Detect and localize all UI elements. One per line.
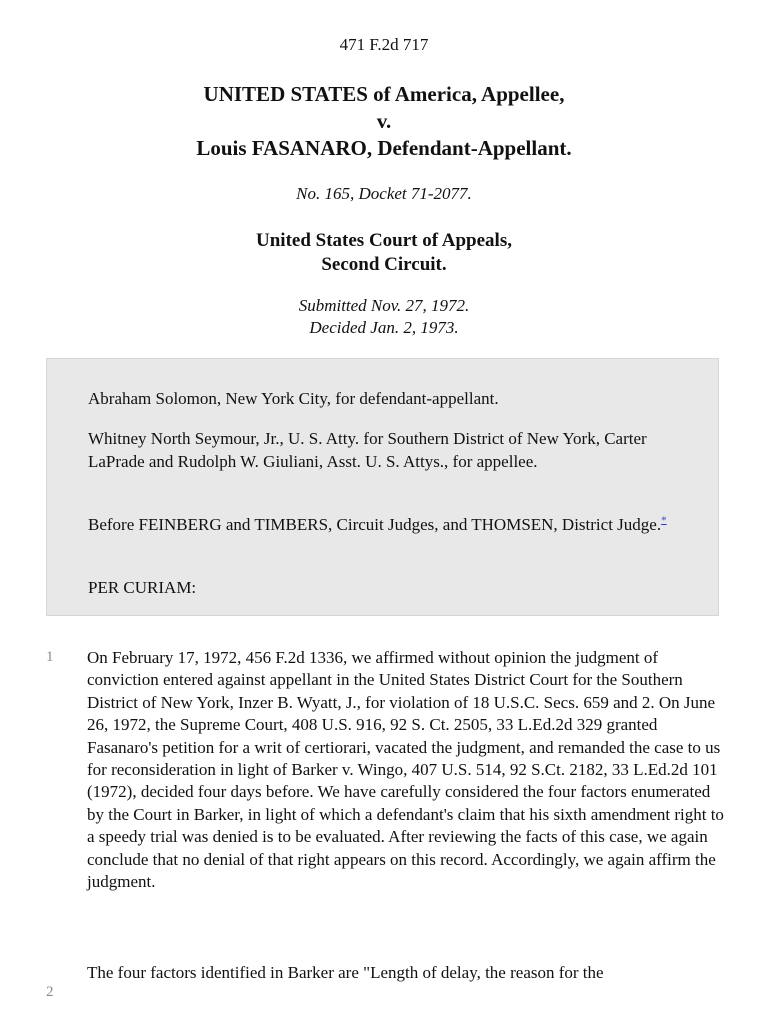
court-name-line2: Second Circuit. (321, 254, 447, 275)
paragraph-number: 2 (46, 984, 54, 1000)
counsel-panel (46, 358, 719, 616)
per-curiam-label: PER CURIAM: (88, 578, 197, 597)
submitted-date: Submitted Nov. 27, 1972. (298, 296, 470, 315)
judges-panel-text: Before FEINBERG and TIMBERS, Circuit Judges, and THOMSEN, District Judge. (88, 515, 662, 534)
case-caption (0, 81, 768, 162)
case-citation: 471 F.2d 717 (339, 35, 429, 54)
court-name-line1: United States Court of Appeals, (256, 230, 512, 251)
appellant-counsel: Abraham Solomon, New York City, for defendant-appellant. (88, 389, 499, 408)
judges-panel (88, 514, 668, 537)
opinion-paragraph: The four factors identified in Barker are "Length of delay, the reason for the (87, 963, 604, 982)
paragraph-number: 1 (46, 649, 54, 665)
court-name (0, 229, 768, 277)
caption-versus: v. (376, 109, 392, 133)
case-dates (0, 295, 768, 339)
footnote-link[interactable]: * (661, 514, 667, 527)
appellee-counsel: Whitney North Seymour, Jr., U. S. Atty. for Southern District of New York, Carter LaPrade and Rudolph W. Giuliani, Asst. U. S. Attys., for appellee. (88, 429, 647, 471)
opinion-paragraph: On February 17, 1972, 456 F.2d 1336, we affirmed without opinion the judgment of conviction entered against appellant in the United States District Court for the Southern District of New York, Inzer B. Wyatt, J., for violation of 18 U.S.C. Secs. 659 and 2. On June 26, 1972, the Supreme Court, 408 U.S. 916, 92 S. Ct. 2505, 33 L.Ed.2d 329 granted Fasanaro's petition for a writ of certiorari, vacated the judgment, and remanded the case to us for reconsideration in light of Barker v. Wingo, 407 U.S. 514, 92 S.Ct. 2182, 33 L.Ed.2d 101 (1972), decided four days before. We have carefully considered the four factors enumerated by the Court in Barker, in light of which a defendant's claim that his sixth amendment right to a speedy trial was denied is to be evaluated. After reviewing the facts of this case, we again conclude that no denial of that right appears on this record. Accordingly, we again affirm the judgment. (87, 648, 724, 892)
caption-appellee: UNITED STATES of America, Appellee, (203, 82, 565, 106)
docket-number: No. 165, Docket 71-2077. (296, 184, 472, 203)
caption-appellant: Louis FASANARO, Defendant-Appellant. (196, 136, 572, 160)
decided-date: Decided Jan. 2, 1973. (309, 318, 459, 337)
